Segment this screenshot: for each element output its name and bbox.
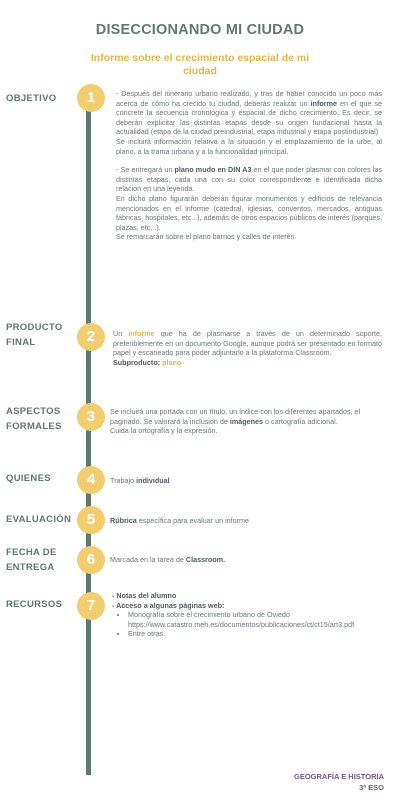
page-title: DISECCIONANDO MI CIUDAD — [95, 22, 305, 38]
step-number-5: 5 — [77, 506, 105, 534]
recursos-item-paginas-web: - Acceso a algunas páginas web: — [112, 600, 225, 610]
footer-course — [294, 771, 384, 793]
objetivo-paragraph-2: Se incluirá información relativa a la situación y el emplazamiento de la urbe, al plano, a la trama urbana y a la funcionalidad principal. — [116, 136, 382, 156]
section-label-objetivo: OBJETIVO — [6, 93, 57, 104]
footer-grade: 3º ESO — [359, 783, 384, 792]
step-number-1: 1 — [77, 84, 105, 112]
monografia-url-link[interactable]: https://www.catastro.meh.es/documentos/publicaciones/ct/ct15/art3.pdf — [128, 619, 355, 629]
timeline-line — [86, 92, 91, 775]
recursos-list — [112, 610, 382, 639]
subtitle-line-1: Informe sobre el crecimiento espacial de mi — [90, 52, 310, 64]
recursos-item-notas: - Notas del alumno — [112, 591, 177, 600]
section-label-fecha-entrega: FECHA DE ENTREGA — [6, 547, 57, 573]
step-number-3: 3 — [77, 403, 105, 431]
evaluacion-text: Rúbrica específica para evaluar un informe — [110, 516, 250, 525]
aspectos-ortografia: Cuida la ortografía y la expresión. — [110, 426, 218, 436]
step-number-6: 6 — [77, 546, 105, 574]
producto-text — [113, 329, 382, 367]
objetivo-paragraph-4: En dicho plano figurarán deberán figurar monumentos y edificios de relevancia mencionados en el informe (catedral, iglesias, conventos, mercados, antiguas fábricas, hospitales, etc...), además de otros espacios públicos de interés (parques, plazas, etc...). — [116, 193, 382, 232]
objetivo-text — [116, 89, 382, 242]
step-number-7: 7 — [77, 592, 105, 620]
quienes-text: Trabajo individual — [110, 476, 170, 485]
recursos-bullet-monografia: • Monografía sobre el crecimiento urbano de Oviedo https://www.catastro.meh.es/documentos/publicaciones/ct/ct15/art3.pdf — [128, 610, 382, 629]
objetivo-paragraph-1: - Después del itinerario urbano realizado, y tras de haber conocido un poco más acerca de cómo ha crecido tu ciudad, deberás realizar un informe en el que se concrete la secuencia cronológica y espacial de dicho crecimiento. Es decir, se deberán explicitar las distintas etapas desde su origen fundacional hasta la actualidad (etapa de la ciudad preindustrial, etapa industrial y etapa postindustrial) — [116, 89, 382, 137]
fecha-text: Marcada en la tarea de Classroom. — [110, 555, 226, 564]
section-label-producto-final: PRODUCTO FINAL — [6, 322, 63, 348]
section-label-recursos: RECURSOS — [6, 599, 63, 610]
aspectos-paragraph: Se incluirá una portada con un título, un índice con los diferentes apartados, el paginado. Se valorará la inclusión de imágenes o cartografía adicional. — [110, 407, 361, 426]
section-label-evaluacion: EVALUACIÓN — [6, 514, 72, 525]
recursos-text — [112, 591, 382, 639]
objetivo-paragraph-3: - Se entregará un plano mudo en DIN A3 en el que poder plasmar con colores las distintas etapas, cada una con su color correspondiente e identificada dicha relación en una leyenda. — [116, 165, 383, 194]
subtitle-line-2: ciudad — [183, 65, 217, 77]
producto-paragraph: Un informe que ha de plasmarse a través de un determinado soporte, preferiblemente en un documento Google, aunque podrá ser presentado en formato papel y escaneado para poder adjuntarlo a la plataforma Classroom. — [113, 329, 382, 358]
objetivo-paragraph-5: Se remarcarán sobre el plano barrios y calles de interés. — [116, 232, 297, 242]
section-label-quienes: QUIENES — [6, 473, 51, 484]
recursos-bullet-otras: • Entre otras. — [128, 629, 382, 639]
section-label-aspectos-formales: ASPECTOS FORMALES — [6, 406, 62, 432]
footer-subject: GEOGRAFÍA E HISTORIA — [293, 772, 384, 781]
step-number-4: 4 — [77, 466, 105, 494]
aspectos-text — [110, 407, 372, 436]
step-number-2: 2 — [77, 323, 105, 351]
page-subtitle — [80, 52, 320, 78]
subproducto-line: Subproducto: plano — [113, 357, 182, 367]
